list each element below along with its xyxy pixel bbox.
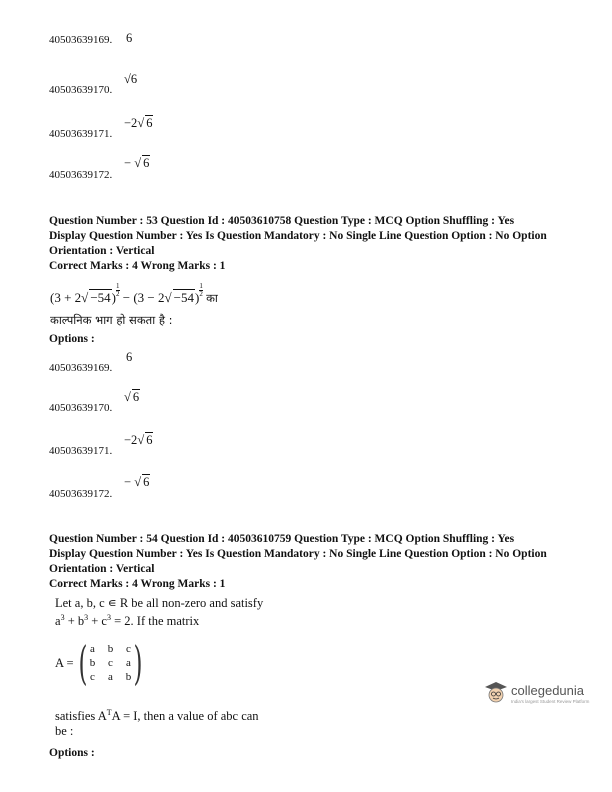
question-53-hindi-line: काल्पनिक भाग हो सकता है : xyxy=(50,313,173,327)
exponent: 3 xyxy=(84,613,89,622)
question-54-line4: be : xyxy=(55,724,74,738)
options-label: Options : xyxy=(49,333,95,345)
matrix-label: A = xyxy=(55,655,74,670)
exp-numerator: 1 xyxy=(199,282,203,290)
option-id: 40503639172. xyxy=(49,169,113,181)
option-value xyxy=(124,156,150,171)
expr-part: − xyxy=(119,290,134,305)
var: + c xyxy=(88,614,107,629)
question-54-line3 xyxy=(55,708,259,724)
question-54-line2 xyxy=(55,613,199,629)
var: + b xyxy=(64,614,85,629)
option-value: 6 xyxy=(126,350,133,364)
matrix-cell: c xyxy=(90,671,95,683)
exp-numerator: 1 xyxy=(116,282,120,290)
option-row xyxy=(49,80,112,98)
matrix-cell: a xyxy=(90,643,95,655)
option-coef: −2 xyxy=(124,433,138,447)
option-coef: − xyxy=(124,475,132,489)
option-row xyxy=(49,358,112,376)
logo-tagline: India's largest Student Review Platform xyxy=(511,698,590,704)
option-value: √6 xyxy=(124,72,138,86)
transpose-superscript: T xyxy=(106,708,112,717)
option-value xyxy=(124,433,153,448)
radicand: −54 xyxy=(173,290,194,305)
expr-part: ) xyxy=(195,290,200,305)
option-id: 40503639171. xyxy=(49,128,113,140)
sqrt-symbol: √ −54 xyxy=(81,290,111,305)
option-value xyxy=(124,116,153,131)
mascot-icon xyxy=(483,681,509,705)
expr-part: (3 − 2 xyxy=(133,290,165,305)
question-53-expression xyxy=(50,283,218,306)
option-id: 40503639169. xyxy=(49,34,113,46)
question-54-header xyxy=(49,532,579,592)
text: = 2. If the matrix xyxy=(110,614,200,629)
header-line: Display Question Number : Yes Is Question Mandatory : No Single Line Question Option : No Option xyxy=(49,548,547,560)
exp-denominator: 2 xyxy=(199,290,203,298)
header-line: Display Question Number : Yes Is Question Mandatory : No Single Line Question Option : No Option xyxy=(49,230,547,242)
matrix-cell: a xyxy=(108,671,113,683)
sqrt-symbol: √ 6 xyxy=(134,475,150,489)
var: a xyxy=(55,614,61,629)
option-coef: − xyxy=(124,156,132,170)
option-value xyxy=(124,390,140,405)
option-id: 40503639171. xyxy=(49,445,113,457)
sqrt-symbol: √ −54 xyxy=(164,290,194,305)
matrix-cell: b xyxy=(125,671,132,683)
text: satisfies A xyxy=(55,709,107,724)
option-coef: −2 xyxy=(124,116,138,130)
exponent-fraction xyxy=(199,283,203,298)
option-row xyxy=(49,484,112,502)
option-id: 40503639170. xyxy=(49,402,113,414)
option-id: 40503639169. xyxy=(49,362,113,374)
options-label: Options : xyxy=(49,747,95,759)
radicand: 6 xyxy=(146,116,153,130)
exponent: 3 xyxy=(106,613,111,622)
matrix-cell: c xyxy=(108,657,113,669)
option-id: 40503639170. xyxy=(49,84,113,96)
header-line: Question Number : 53 Question Id : 40503610758 Question Type : MCQ Option Shuffling : Yes xyxy=(49,215,515,227)
radicand: 6 xyxy=(143,475,150,489)
option-row xyxy=(49,165,112,183)
question-53-header xyxy=(49,214,579,274)
matrix-A xyxy=(55,636,147,690)
exp-denominator: 2 xyxy=(116,290,120,298)
header-line: Orientation : Vertical xyxy=(49,245,155,257)
matrix-cell: c xyxy=(126,643,131,655)
marks-line: Correct Marks : 4 Wrong Marks : 1 xyxy=(49,260,226,272)
logo-name: collegedunia xyxy=(511,682,585,698)
option-row xyxy=(49,398,112,416)
matrix-cell: b xyxy=(107,643,114,655)
marks-line: Correct Marks : 4 Wrong Marks : 1 xyxy=(49,578,226,590)
radicand: 6 xyxy=(132,390,140,404)
header-line: Question Number : 54 Question Id : 40503610759 Question Type : MCQ Option Shuffling : Yes xyxy=(49,533,515,545)
sqrt-symbol: √ 6 xyxy=(124,390,140,404)
header-line: Orientation : Vertical xyxy=(49,563,155,575)
left-paren: ( xyxy=(78,636,87,690)
exponent: 3 xyxy=(60,613,65,622)
sqrt-symbol: √ 6 xyxy=(134,156,150,170)
matrix-cell: a xyxy=(126,657,131,669)
matrix-grid xyxy=(83,643,137,683)
collegedunia-logo xyxy=(483,681,589,705)
hindi-text: का xyxy=(206,291,218,305)
right-paren: ) xyxy=(133,636,143,690)
option-value: 6 xyxy=(126,31,133,45)
option-row xyxy=(49,441,112,459)
expr-part: (3 + 2 xyxy=(50,290,82,305)
question-54-line1: Let a, b, c ∊ R be all non-zero and satisfy xyxy=(55,596,264,610)
text: A = I, then a value of abc can xyxy=(111,709,259,724)
radicand: 6 xyxy=(143,156,150,170)
matrix-cell: b xyxy=(89,657,96,669)
sqrt-symbol: √ 6 xyxy=(137,433,153,447)
option-value xyxy=(124,475,150,490)
expr-part: ) xyxy=(111,290,116,305)
option-id: 40503639172. xyxy=(49,488,113,500)
radicand: 6 xyxy=(146,433,153,447)
option-row xyxy=(49,124,112,142)
radicand: −54 xyxy=(90,290,111,305)
sqrt-symbol: √ 6 xyxy=(137,116,153,130)
option-row xyxy=(49,30,112,48)
